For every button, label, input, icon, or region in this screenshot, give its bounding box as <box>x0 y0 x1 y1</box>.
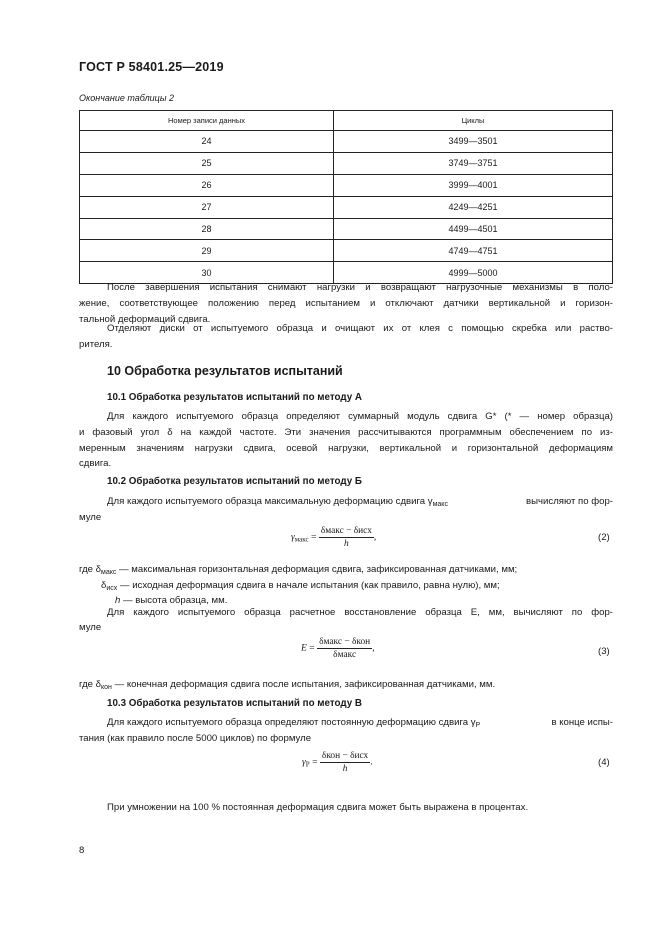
formula-2: $\gamma_{макс}$ = $\frac{\text{δмакс − δисх}}{h}$ , <box>291 526 377 549</box>
table-header-row <box>80 111 613 131</box>
subscript: исх <box>106 585 118 592</box>
equals-sign: = <box>306 642 318 654</box>
equals-sign: = <box>309 756 320 768</box>
page-number: 8 <box>79 845 85 856</box>
subscript: макс <box>294 535 309 544</box>
formula-3: E = $\frac{\text{δмакс − δкон}}{\text{δмакс}}$ , <box>301 637 375 660</box>
text-run: где δ <box>79 564 102 575</box>
subscript: P <box>305 760 310 769</box>
text-run: Для каждого испытуемого образца определяют постоянную деформацию сдвига γ <box>107 717 476 728</box>
equation-number: (4) <box>598 757 610 768</box>
cycles-range: 4749—4751 <box>334 240 613 262</box>
paragraph-line: тальной деформаций сдвига. <box>79 314 211 325</box>
record-number: 26 <box>80 174 334 196</box>
record-number: 27 <box>80 196 334 218</box>
equation-number: (3) <box>598 646 610 657</box>
paragraph-line: и фазовый угол δ на каждой частоте. Эти значения рассчитываются программным обеспечением по из- <box>79 427 613 438</box>
denominator: δмакс <box>333 650 357 660</box>
cycles-range: 4499—4501 <box>334 218 613 240</box>
paragraph-line: Для каждого испытуемого образца расчетное восстановление образца E, мм, вычисляют по фор- <box>107 607 613 618</box>
subsection-heading: 10.3 Обработка результатов испытаний по методу В <box>107 698 362 709</box>
formula-symbol: γ <box>291 531 295 543</box>
paragraph-line: муле <box>79 512 102 523</box>
cycles-range: 3749—3751 <box>334 152 613 174</box>
subsection-heading: 10.1 Обработка результатов испытаний по методу А <box>107 392 362 403</box>
fraction <box>320 751 370 774</box>
paragraph-line: После завершения испытания снимают нагрузки и возвращают нагрузочные механизмы в поло- <box>107 282 613 293</box>
equation-number: (2) <box>598 532 610 543</box>
subscript: макс <box>432 501 448 508</box>
record-number: 25 <box>80 152 334 174</box>
standard-code: ГОСТ Р 58401.25—2019 <box>79 60 224 74</box>
paragraph-line: тания (как правило после 5000 циклов) по формуле <box>79 733 312 744</box>
text-run: — конечная деформация сдвига после испытания, зафиксированная датчиками, мм. <box>111 679 496 690</box>
cycles-range: 3999—4001 <box>334 174 613 196</box>
paragraph-line: Для каждого испытуемого образца определяют суммарный модуль сдвига G* (* — номер образца) <box>107 411 613 422</box>
formula-symbol: γ <box>302 756 306 768</box>
text-run: вычисляют по фор- <box>526 496 613 507</box>
section-heading: 10 Обработка результатов испытаний <box>107 364 343 378</box>
table-row <box>80 240 613 262</box>
paragraph-line: сдвига. <box>79 458 112 469</box>
formula-4: $\gamma_P$ = $\frac{\text{δкон − δисх}}{h}$ . <box>302 751 373 774</box>
equals-sign: = <box>308 531 319 543</box>
where-line <box>79 677 495 696</box>
paragraph-line <box>107 494 613 513</box>
denominator: h <box>344 539 349 549</box>
text-fragment <box>107 494 448 513</box>
subscript: P <box>475 722 481 729</box>
text-run: где δ <box>79 679 102 690</box>
subscript: кон <box>101 684 112 691</box>
table-row <box>80 152 613 174</box>
formula-symbol: E <box>301 642 307 654</box>
text-run: в конце испы- <box>551 717 613 728</box>
record-number: 28 <box>80 218 334 240</box>
paragraph-line: При умножении на 100 % постоянная деформация сдвига может быть выражена в процентах. <box>107 802 529 813</box>
paragraph-line: жение, соответствующее положению перед испытанием и отключают датчики вертикальной и горизон- <box>79 298 613 309</box>
text-run: δ <box>101 580 107 591</box>
record-number: 24 <box>80 131 334 153</box>
column-header: Циклы <box>334 111 613 131</box>
numerator: δкон − δисх <box>321 751 369 761</box>
cycles-range: 4999—5000 <box>334 262 613 284</box>
table-row <box>80 174 613 196</box>
table-caption: Окончание таблицы 2 <box>79 93 174 103</box>
paragraph-line: рителя. <box>79 339 113 350</box>
numerator: δмакс − δкон <box>319 637 371 647</box>
cycles-range: 4249—4251 <box>334 196 613 218</box>
cycles-range: 3499—3501 <box>334 131 613 153</box>
table-row <box>80 218 613 240</box>
denominator: h <box>342 764 348 774</box>
text-run: Для каждого испытуемого образца максимальную деформацию сдвига γ <box>107 496 433 507</box>
record-number: 29 <box>80 240 334 262</box>
table-row <box>80 196 613 218</box>
column-header: Номер записи данных <box>80 111 334 131</box>
text-run: — максимальная горизонтальная деформация сдвига, зафиксированная датчиками, мм; <box>116 564 518 575</box>
paragraph-line: меренным значениям нагрузки сдвига, осевой нагрузки, вертикальной и горизонтальной деформациям <box>79 443 613 454</box>
text-run: — исходная деформация сдвига в начале испытания (как правило, равна нулю), мм; <box>117 580 500 591</box>
numerator: δмакс − δисх <box>320 526 372 536</box>
fraction <box>319 526 374 549</box>
record-number: 30 <box>80 262 334 284</box>
subscript: макс <box>101 569 117 576</box>
subsection-heading: 10.2 Обработка результатов испытаний по методу Б <box>107 476 362 487</box>
table-row <box>80 131 613 153</box>
formula-symbol: h <box>115 595 121 606</box>
paragraph-line: муле <box>79 622 102 633</box>
fraction <box>317 637 372 660</box>
text-run: — высота образца, мм. <box>120 595 228 606</box>
paragraph-line: Отделяют диски от испытуемого образца и очищают их от клея с помощью скребка или раство- <box>107 323 613 334</box>
data-table <box>79 110 613 284</box>
